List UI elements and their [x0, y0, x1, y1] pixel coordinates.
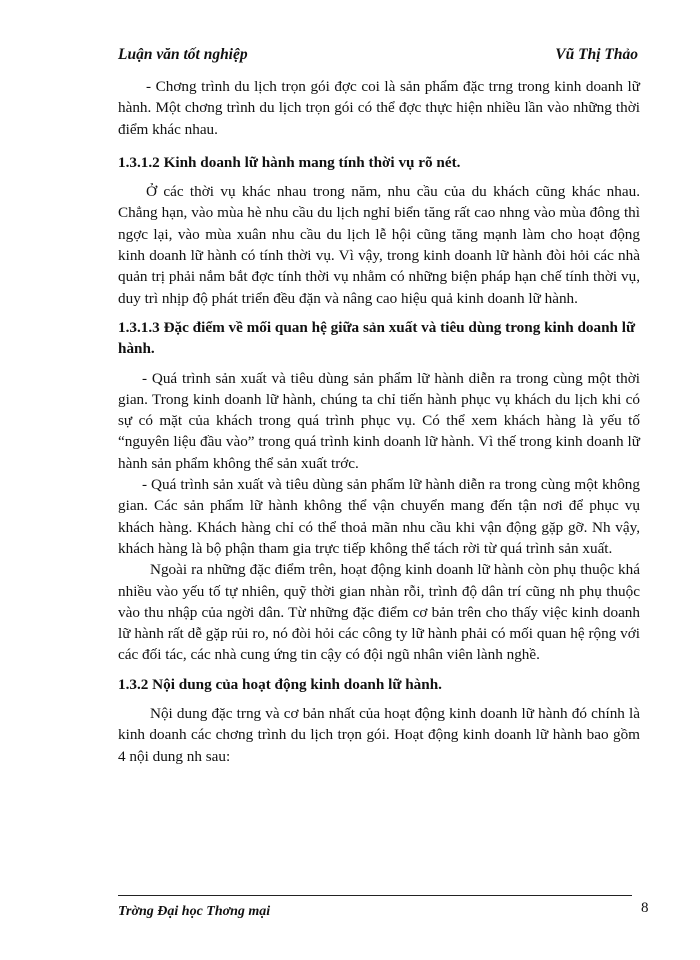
paragraph-other-factors: Ngoài ra những đặc điểm trên, hoạt động kinh doanh lữ hành còn phụ thuộc khá nhiều vào yếu tố tự nhiên, quỹ thời gian nhàn rỗi, trình độ dân trí cũng nh phụ thuộc vào thu nhập của ngời dân. Từ những đặc điểm cơ bản trên cho thấy việc kinh doanh lữ hành rất dễ gặp rủi ro, nó đòi hỏi các công ty lữ hành phải có mối quan hệ rộng với các đối tác, các nhà cung ứng tin cậy có đội ngũ nhân viên lành nghề.: [118, 561, 640, 664]
page-header: [118, 46, 638, 68]
header-thesis-title: Luận văn tốt nghiệp: [118, 46, 248, 63]
paragraph-business-content: Nội dung đặc trng và cơ bản nhất của hoạt động kinh doanh lữ hành đó chính là kinh doanh các chơng trình du lịch trọn gói. Hoạt động kinh doanh lữ hành bao gồm 4 nội dung nh sau:: [118, 705, 640, 765]
heading-1-3-1-3: 1.3.1.3 Đặc điểm về mối quan hệ giữa sản xuất và tiêu dùng trong kinh doanh lữ hành.: [118, 318, 636, 358]
page-number: 8: [641, 900, 649, 916]
paragraph-seasonality: Ở các thời vụ khác nhau trong năm, nhu cầu của du khách cũng khác nhau. Chẳng hạn, vào mùa hè nhu cầu du lịch nghỉ biển tăng rất cao nhng vào mùa đông thì ngợc lại, vào mùa xuân nhu cầu du lịch lễ hội cũng tăng mạnh làm cho hoạt động kinh doanh lữ hành có tính thời vụ. Vì vậy, trong kinh doanh lữ hành đòi hỏi các nhà quản trị phải nắm bắt đợc tính thời vụ nhằm có những biện pháp hạn chế tính thời vụ, duy trì nhịp độ phát triển đều đặn và nâng cao hiệu quả kinh doanh lữ hành.: [118, 183, 640, 307]
footer-divider: [118, 895, 632, 896]
paragraph-tour-product: - Chơng trình du lịch trọn gói đợc coi là sản phẩm đặc trng trong kinh doanh lữ hành. Một chơng trình du lịch trọn gói có thể đợc thực hiện nhiều lần vào những thời điểm khác nhau.: [118, 78, 640, 138]
heading-1-3-2: 1.3.2 Nội dung của hoạt động kinh doanh lữ hành.: [118, 675, 442, 693]
header-author: Vũ Thị Thảo: [555, 46, 638, 63]
document-body: [118, 76, 640, 767]
heading-1-3-1-2: 1.3.1.2 Kinh doanh lữ hành mang tính thời vụ rõ nét.: [118, 153, 461, 171]
paragraph-same-space: - Quá trình sản xuất và tiêu dùng sản phẩm lữ hành diễn ra trong cùng một không gian. Các sản phẩm lữ hành không thể vận chuyển mang đến tận nơi để phục vụ khách hàng. Khách hàng chỉ có thể thoả mãn nhu cầu khi vận động gặp gỡ. Nh vậy, khách hàng là bộ phận tham gia trực tiếp không thể tách rời từ quá trình sản xuất.: [118, 476, 640, 557]
footer-university: Trờng Đại học Thơng mại: [118, 904, 271, 919]
paragraph-same-time: - Quá trình sản xuất và tiêu dùng sản phẩm lữ hành diễn ra trong cùng một thời gian. Trong kinh doanh lữ hành, chúng ta chỉ tiến hành phục vụ khách du lịch khi có sự có mặt của khách trong quá trình phục vụ. Có thể xem khách hàng là yếu tố “nguyên liệu đầu vào” trong quá trình kinh doanh lữ hành. Vì thế trong kinh doanh lữ hành sản phẩm không thể sản xuất trớc.: [118, 369, 640, 472]
